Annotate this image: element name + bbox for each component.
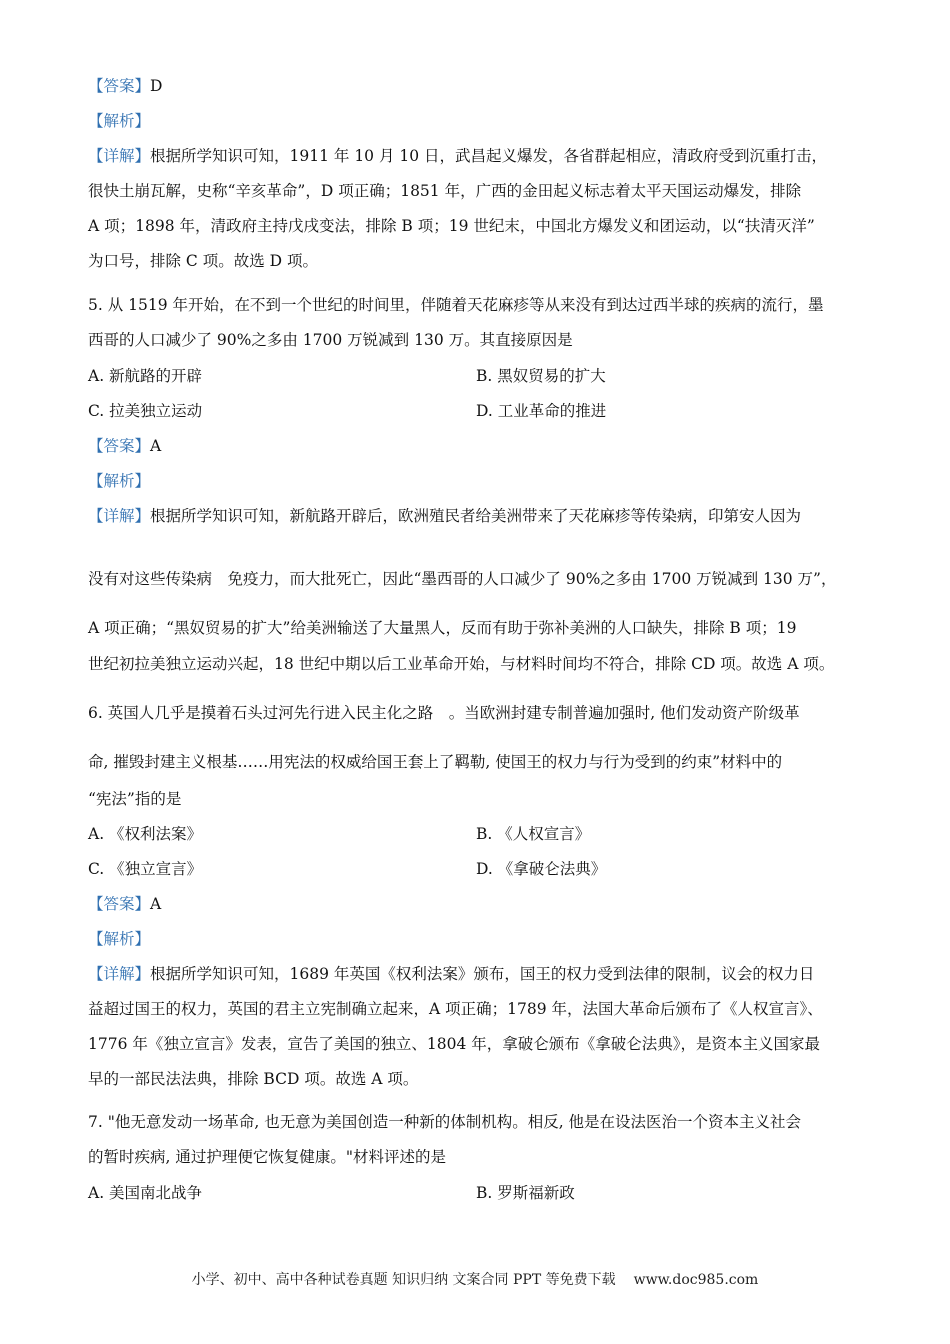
q5-option-d: D. 工业革命的推进 — [476, 402, 607, 420]
q7-option-a: A. 美国南北战争 — [88, 1184, 203, 1202]
q7-stem-line-2: 的暂时疾病, 通过护理便它恢复健康。"材料评述的是 — [88, 1148, 446, 1166]
detail-text: 根据所学知识可知，新航路开辟后，欧洲殖民者给美洲带来了天花麻疹等传染病，印第安人因为 — [150, 507, 802, 525]
q5-answer-line — [88, 436, 161, 456]
q7-stem-line-1: 7. "他无意发动一场革命, 也无意为美国创造一种新的体制机构。相反, 他是在设法医治一个资本主义社会 — [88, 1113, 802, 1131]
detail-tag: 【详解】 — [88, 507, 151, 525]
q6-stem-line-1: 6. 英国人几乎是摸着石头过河先行进入民主化之路 。当欧洲封建专制普遍加强时, 他们发动资产阶级革 — [88, 704, 800, 722]
q4-analysis-heading — [88, 111, 150, 131]
page-footer — [0, 1269, 950, 1289]
q5-detail-line-3: A 项正确；“黑奴贸易的扩大”给美洲输送了大量黑人，反而有助于弥补美洲的人口缺失，排除 B 项；19 — [88, 619, 797, 637]
q6-detail-line-2: 益超过国王的权力，英国的君主立宪制确立起来，A 项正确；1789 年，法国大革命后颁布了《人权宣言》、 — [88, 1000, 823, 1018]
answer-value: A — [150, 437, 162, 455]
answer-value: D — [150, 77, 163, 95]
q5-detail-line-2: 没有对这些传染病 免疫力，而大批死亡，因此“墨西哥的人口减少了 90%之多由 1700 万锐减到 130 万”， — [88, 570, 837, 588]
q6-option-c: C. 《独立宣言》 — [88, 860, 203, 878]
q6-stem-line-3: “宪法”指的是 — [88, 790, 182, 808]
q6-answer-line — [88, 894, 161, 914]
q6-stem-line-2: 命, 摧毁封建主义根基……用宪法的权威给国王套上了羁勒, 使国王的权力与行为受到的约束”材料中的 — [88, 753, 783, 771]
answer-tag: 【答案】 — [88, 437, 151, 455]
detail-text: 根据所学知识可知，1911 年 10 月 10 日，武昌起义爆发，各省群起相应，清政府受到沉重打击， — [150, 147, 828, 165]
footer-text: 小学、初中、高中各种试卷真题 知识归纳 文案合同 PPT 等免费下载 — [191, 1272, 616, 1288]
q5-option-c: C. 拉美独立运动 — [88, 402, 203, 420]
detail-tag: 【详解】 — [88, 147, 151, 165]
answer-tag: 【答案】 — [88, 77, 151, 95]
q5-stem-line-2: 西哥的人口减少了 90%之多由 1700 万锐减到 130 万。其直接原因是 — [88, 331, 573, 349]
q6-option-d: D. 《拿破仑法典》 — [476, 860, 607, 878]
q5-analysis-heading — [88, 471, 150, 491]
q6-detail-line-4: 早的一部民法法典，排除 BCD 项。故选 A 项。 — [88, 1070, 419, 1088]
answer-value: A — [150, 895, 162, 913]
q5-option-b: B. 黑奴贸易的扩大 — [476, 367, 606, 385]
analysis-tag: 【解析】 — [88, 930, 151, 948]
q5-detail-line-1 — [88, 506, 801, 526]
q4-detail-line-4: 为口号，排除 C 项。故选 D 项。 — [88, 252, 318, 270]
q4-detail-line-2: 很快土崩瓦解，史称“辛亥革命”，D 项正确；1851 年，广西的金田起义标志着太平天国运动爆发，排除 — [88, 182, 802, 200]
detail-tag: 【详解】 — [88, 965, 151, 983]
analysis-tag: 【解析】 — [88, 472, 151, 490]
q5-option-a: A. 新航路的开辟 — [88, 367, 203, 385]
detail-text: 根据所学知识可知，1689 年英国《权利法案》颁布，国王的权力受到法律的限制，议会的权力日 — [150, 965, 815, 983]
q4-detail-line-1 — [88, 146, 827, 166]
q7-option-b: B. 罗斯福新政 — [476, 1184, 575, 1202]
q4-answer-line — [88, 76, 162, 96]
q5-stem-line-1: 5. 从 1519 年开始，在不到一个世纪的时间里，伴随着天花麻疹等从来没有到达过西半球的疾病的流行，墨 — [88, 296, 824, 314]
q6-option-a: A. 《权利法案》 — [88, 825, 203, 843]
q6-detail-line-1 — [88, 964, 814, 984]
q6-detail-line-3: 1776 年《独立宣言》发表，宣告了美国的独立、1804 年，拿破仑颁布《拿破仑法典》，是资本主义国家最 — [88, 1035, 820, 1053]
q5-detail-line-4: 世纪初拉美独立运动兴起，18 世纪中期以后工业革命开始，与材料时间均不符合，排除 CD 项。故选 A 项。 — [88, 655, 835, 673]
answer-tag: 【答案】 — [88, 895, 151, 913]
analysis-tag: 【解析】 — [88, 112, 151, 130]
q6-option-b: B. 《人权宣言》 — [476, 825, 591, 843]
q4-detail-line-3: A 项；1898 年，清政府主持戊戌变法，排除 B 项；19 世纪末，中国北方爆发义和团运动，以“扶清灭洋” — [88, 217, 815, 235]
q6-analysis-heading — [88, 929, 150, 949]
footer-link[interactable]: www.doc985.com — [633, 1272, 759, 1288]
